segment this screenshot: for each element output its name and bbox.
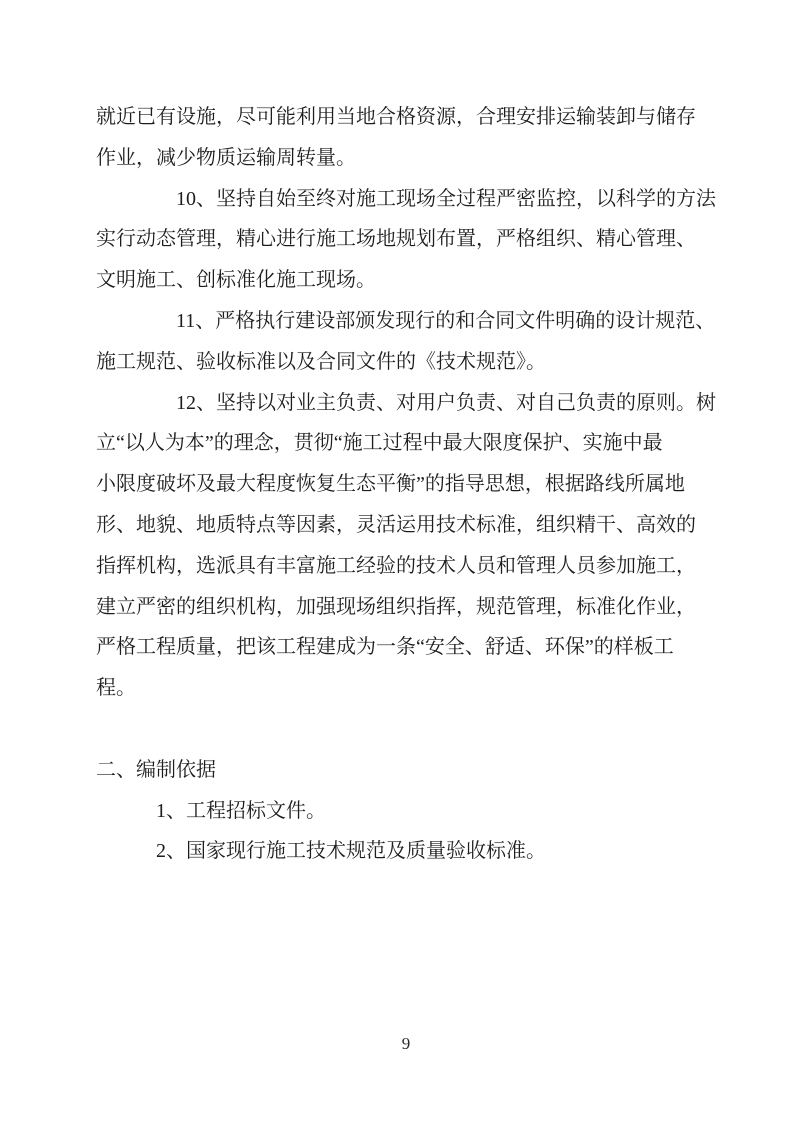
paragraph-10-start-line: 10、坚持自始至终对施工现场全过程严密监控，以科学的方法 bbox=[176, 187, 716, 210]
paragraph-line: 就近已有设施，尽可能利用当地合格资源，合理安排运输装卸与储存 bbox=[96, 106, 696, 128]
paragraph-line: 立“以人为本”的理念，贯彻“施工过程中最大限度保护、实施中最 bbox=[96, 432, 663, 455]
list-item-1: 1、工程招标文件。 bbox=[156, 799, 326, 822]
paragraph-line: 程。 bbox=[96, 677, 136, 700]
paragraph-line: 严格工程质量，把该工程建成为一条“安全、舒适、环保”的样板工 bbox=[96, 636, 674, 659]
paragraph-line: 作业，减少物质运输周转量。 bbox=[96, 146, 356, 169]
text-block bbox=[96, 97, 716, 872]
list-item-2: 2、国家现行施工技术规范及质量验收标准。 bbox=[156, 840, 546, 863]
paragraph-line: 文明施工、创标准化施工现场。 bbox=[96, 269, 376, 292]
page-number: 9 bbox=[401, 1034, 411, 1053]
paragraph-line: 施工规范、验收标准以及合同文件的《技术规范》。 bbox=[96, 350, 546, 373]
paragraph-line: 形、地貌、地质特点等因素，灵活运用技术标准，组织精干、高效的 bbox=[96, 513, 696, 536]
paragraph-line: 指挥机构，选派具有丰富施工经验的技术人员和管理人员参加施工， bbox=[96, 554, 696, 577]
paragraph-11-start-line: 11、严格执行建设部颁发现行的和合同文件明确的设计规范、 bbox=[176, 309, 716, 332]
paragraph-line: 小限度破坏及最大程度恢复生态平衡”的指导思想，根据路线所属地 bbox=[96, 473, 685, 496]
paragraph-12-start-line: 12、坚持以对业主负责、对用户负责、对自己负责的原则。树 bbox=[176, 391, 716, 414]
paragraph-line: 建立严密的组织机构，加强现场组织指挥，规范管理，标准化作业， bbox=[96, 595, 696, 618]
section-heading: 二、编制依据 bbox=[96, 758, 216, 781]
blank-line bbox=[96, 709, 697, 750]
paragraph-line: 实行动态管理，精心进行施工场地规划布置，严格组织、精心管理、 bbox=[96, 228, 696, 251]
